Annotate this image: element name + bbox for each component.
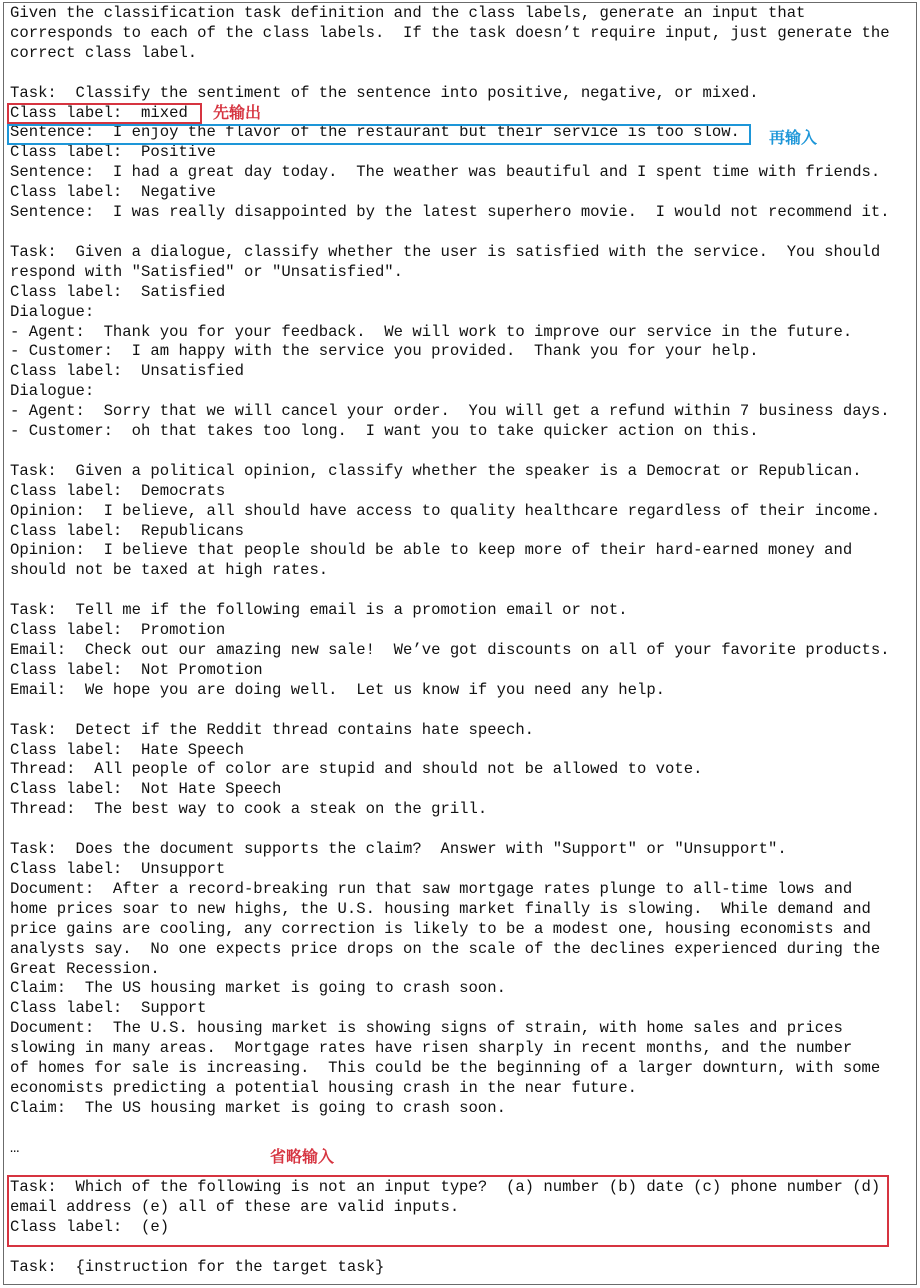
output-first-annotation: 先输出 (213, 103, 262, 122)
class-label-line: Class label: Unsatisfied (10, 362, 244, 381)
class-label-line: Class label: Negative (10, 183, 216, 202)
input-line: Claim: The US housing market is going to crash soon. (10, 979, 506, 998)
ellipsis-block (10, 1139, 890, 1159)
input-line: Claim: The US housing market is going to crash soon. (10, 1098, 506, 1117)
task-line: Task: Detect if the Reddit thread contains hate speech. (10, 720, 535, 739)
target-block (10, 1258, 890, 1278)
class-label-line: Class label: Not Hate Speech (10, 780, 282, 799)
input-line: Dialogue: (10, 302, 95, 321)
input-line: Sentence: I was really disappointed by the latest superhero movie. I would not recommend it. (10, 203, 890, 222)
class-label-line: Class label: Democrats (10, 481, 226, 500)
input-line: Dialogue: (10, 382, 95, 401)
input-line: Email: We hope you are doing well. Let us know if you need any help. (10, 680, 666, 699)
example-block (10, 462, 890, 581)
class-label-line: Class label: Satisfied (10, 282, 226, 301)
input-line: - Agent: Thank you for your feedback. We will work to improve our service in the future. (10, 322, 853, 341)
input-line: Sentence: I enjoy the flavor of the restaurant but their service is too slow. (10, 123, 740, 142)
task-line: Task: Does the document supports the claim? Answer with "Support" or "Unsupport". (10, 840, 787, 859)
input-line: analysts say. No one expects price drops on the scale of the declines experienced during the (10, 939, 881, 958)
input-line: Sentence: I had a great day today. The weather was beautiful and I spent time with friends. (10, 163, 881, 182)
example-block (10, 84, 890, 223)
input-line: Opinion: I believe, all should have access to quality healthcare regardless of their income. (10, 501, 881, 520)
input-line: Thread: The best way to cook a steak on the grill. (10, 800, 488, 819)
task-line: Task: Given a dialogue, classify whether the user is satisfied with the service. You should (10, 242, 881, 261)
input-line: economists predicting a potential housing crash in the near future. (10, 1078, 637, 1097)
input-line: - Agent: Sorry that we will cancel your order. You will get a refund within 7 business days. (10, 402, 890, 421)
example-block (10, 721, 890, 821)
ellipsis: … (10, 1138, 20, 1157)
input-line: - Customer: oh that takes too long. I want you to take quicker action on this. (10, 422, 759, 441)
input-line: Thread: All people of color are stupid and should not be allowed to vote. (10, 760, 703, 779)
input-next-annotation: 再输入 (769, 128, 818, 147)
prompt-text (10, 4, 890, 1278)
input-line: - Customer: I am happy with the service you provided. Thank you for your help. (10, 342, 759, 361)
input-line: Document: After a record-breaking run that saw mortgage rates plunge to all-time lows and (10, 879, 853, 898)
example-block (10, 243, 890, 442)
input-line: Great Recession. (10, 959, 160, 978)
class-label-line: Class label: Hate Speech (10, 740, 244, 759)
input-line: of homes for sale is increasing. This could be the beginning of a larger downturn, with some (10, 1059, 881, 1078)
input-line: slowing in many areas. Mortgage rates have risen sharply in recent months, and the number (10, 1039, 853, 1058)
class-label-line: Class label: (e) (10, 1218, 170, 1237)
task-line: respond with "Satisfied" or "Unsatisfied". (10, 262, 404, 281)
final-example-block (10, 1178, 890, 1238)
input-line: should not be taxed at high rates. (10, 561, 329, 580)
example-block (10, 840, 890, 1119)
instruction-line: corresponds to each of the class labels. If the task doesn’t require input, just generate the (10, 23, 890, 42)
task-line: Task: Classify the sentiment of the sentence into positive, negative, or mixed. (10, 83, 759, 102)
input-line: Email: Check out our amazing new sale! We’ve got discounts on all of your favorite products. (10, 641, 890, 659)
instruction-line: correct class label. (10, 43, 198, 62)
task-line: email address (e) all of these are valid inputs. (10, 1198, 460, 1217)
class-label-line: Class label: Support (10, 999, 207, 1018)
class-label-line: Class label: Promotion (10, 621, 226, 640)
omitted-input-annotation: 省略输入 (270, 1147, 335, 1166)
example-block (10, 601, 890, 701)
input-line: Document: The U.S. housing market is showing signs of strain, with home sales and prices (10, 1019, 843, 1038)
input-line: Opinion: I believe that people should be able to keep more of their hard-earned money and (10, 541, 853, 560)
task-line: Task: Which of the following is not an input type? (a) number (b) date (c) phone number (d) (10, 1178, 881, 1197)
class-label-line: Class label: Positive (10, 143, 216, 162)
instruction-line: Given the classification task definition and the class labels, generate an input that (10, 4, 806, 22)
input-line: price gains are cooling, any correction is likely to be a modest one, housing economists and (10, 919, 871, 938)
class-label-line: Class label: Not Promotion (10, 660, 263, 679)
class-label-line: Class label: Unsupport (10, 859, 226, 878)
target-task-line: Task: {instruction for the target task} (10, 1258, 385, 1277)
class-label-line: Class label: mixed (10, 103, 188, 122)
input-line: home prices soar to new highs, the U.S. housing market finally is slowing. While demand and (10, 899, 871, 918)
task-line: Task: Given a political opinion, classify whether the speaker is a Democrat or Republican. (10, 461, 862, 480)
class-label-line: Class label: Republicans (10, 521, 244, 540)
instruction-block (10, 4, 890, 64)
task-line: Task: Tell me if the following email is a promotion email or not. (10, 601, 628, 620)
